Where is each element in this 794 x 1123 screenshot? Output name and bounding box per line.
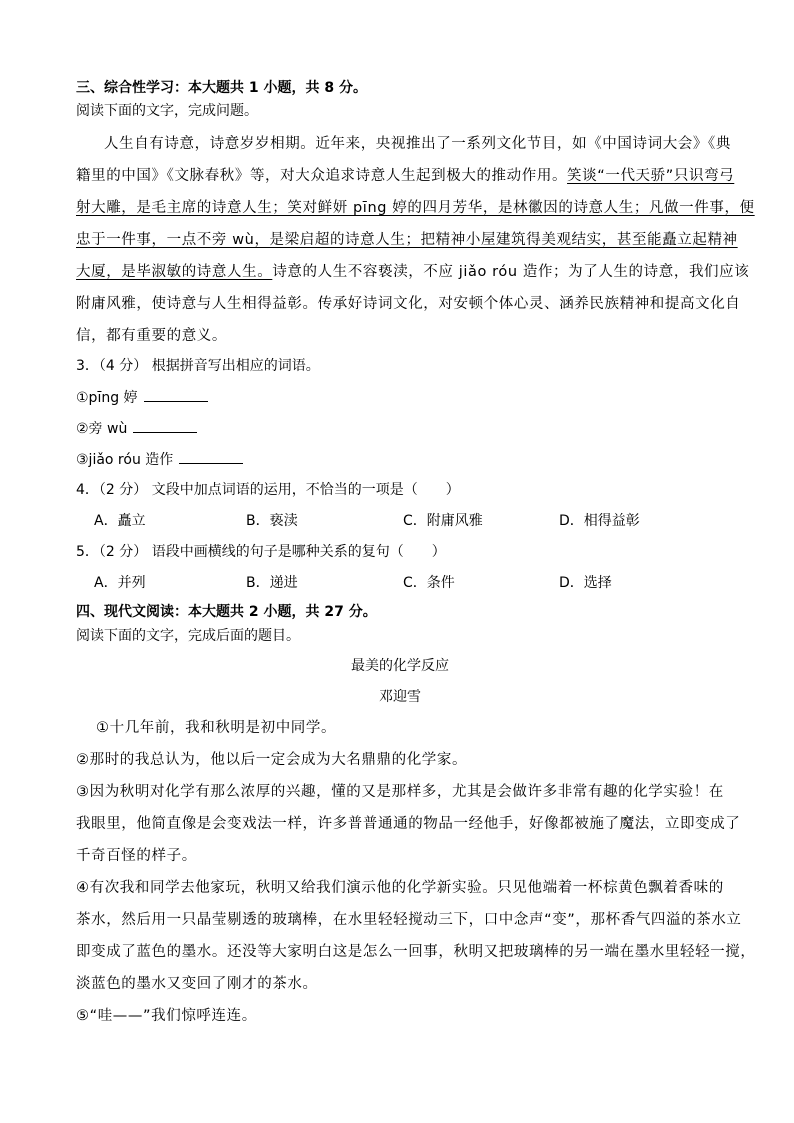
article-title: 最美的化学反应 xyxy=(351,658,449,674)
q4-option-d[interactable]: D．相得益彰 xyxy=(559,513,640,529)
article-paragraph-4-line-1: ④有次我和同学去他家玩，秋明又给我们演示他的化学新实验。只见他端着一杯棕黄色飘着香味的 xyxy=(76,880,724,896)
answer-blank-1[interactable] xyxy=(144,387,208,402)
article-paragraph-4-line-3: 即变成了蓝色的墨水。还没等大家明白这是怎么一回事，秋明又把玻璃棒的另一端在墨水里轻轻一搅， xyxy=(76,944,756,960)
article-paragraph-4-line-4: 淡蓝色的墨水又变回了刚才的茶水。 xyxy=(76,976,318,992)
q3-item-2-label: ②旁 wù xyxy=(76,421,128,437)
article-paragraph-1: ①十几年前，我和秋明是初中同学。 xyxy=(96,720,337,736)
section4-intro: 阅读下面的文字，完成后面的题目。 xyxy=(76,628,300,644)
passage-line-6: 附庸风雅，使诗意与人生相得益彰。传承好诗词文化，对安顿个体心灵、涵养民族精神和提高文化自 xyxy=(76,296,741,312)
article-author: 邓迎雪 xyxy=(379,689,421,705)
passage-line-7: 信，都有重要的意义。 xyxy=(76,328,227,344)
q3-item-1 xyxy=(76,387,208,408)
underlined-sentence-start: 笑谈“一代天骄”只识弯弓 xyxy=(567,168,735,184)
answer-blank-2[interactable] xyxy=(133,418,197,433)
q3-item-3 xyxy=(76,449,243,470)
q4-option-b[interactable]: B．亵渎 xyxy=(246,513,298,529)
q5-stem: 5．（2 分） 语段中画横线的句子是哪种关系的复句（ ） xyxy=(76,544,446,560)
section3-title: 三、综合性学习：本大题共 1 小题，共 8 分。 xyxy=(76,80,367,96)
article-paragraph-3-line-3: 千奇百怪的样子。 xyxy=(76,848,197,864)
passage-line-5-text: 诗意的人生不容亵渎，不应 jiǎo róu 造作；为了人生的诗意，我们应该 xyxy=(272,264,750,280)
q5-option-a[interactable]: A．并列 xyxy=(94,575,146,591)
passage-line-2-text: 籍里的中国》《文脉春秋》等，对大众追求诗意人生起到极大的推动作用。 xyxy=(76,168,568,184)
section3-intro: 阅读下面的文字，完成问题。 xyxy=(76,103,258,119)
passage-line-4-underlined: 忠于一件事，一点不旁 wù，是梁启超的诗意人生；把精神小屋建筑得美观结实，甚至能矗立起精神 xyxy=(76,232,738,248)
q5-option-d[interactable]: D．选择 xyxy=(559,575,612,591)
article-paragraph-3-line-2: 我眼里，他简直像是会变戏法一样，许多普普通通的物品一经他手，好像都被施了魔法，立即变成了 xyxy=(76,816,741,832)
q5-option-b[interactable]: B．递进 xyxy=(246,575,298,591)
q3-item-3-label: ③jiǎo róu 造作 xyxy=(76,452,174,468)
passage-line-1: 人生自有诗意，诗意岁岁相期。近年来，央视推出了一系列文化节目，如《中国诗词大会》《典 xyxy=(104,136,731,152)
q4-option-c[interactable]: C．附庸风雅 xyxy=(403,513,483,529)
q3-item-1-label: ①pīng 婷 xyxy=(76,390,138,406)
q3-item-2 xyxy=(76,418,197,439)
article-paragraph-3-line-1: ③因为秋明对化学有那么浓厚的兴趣，懂的又是那样多，尤其是会做许多非常有趣的化学实验！在 xyxy=(76,784,724,800)
article-paragraph-5: ⑤“哇——”我们惊呼连连。 xyxy=(76,1008,257,1024)
q4-stem: 4．（2 分） 文段中加点词语的运用，不恰当的一项是（ ） xyxy=(76,482,460,498)
article-paragraph-4-line-2: 茶水，然后用一只晶莹剔透的玻璃棒，在水里轻轻搅动三下，口中念声“变”，那杯香气四溢的茶水立 xyxy=(76,912,742,928)
q5-option-c[interactable]: C．条件 xyxy=(403,575,455,591)
section4-title: 四、现代文阅读：本大题共 2 小题，共 27 分。 xyxy=(76,604,377,620)
q4-option-a[interactable]: A．矗立 xyxy=(94,513,146,529)
answer-blank-3[interactable] xyxy=(179,449,243,464)
q3-stem: 3．（4 分） 根据拼音写出相应的词语。 xyxy=(76,358,320,374)
passage-line-3-underlined: 射大雕，是毛主席的诗意人生；笑对鲜妍 pīng 婷的四月芳华，是林徽因的诗意人生；凡做一件事，便 xyxy=(76,200,755,216)
passage-line-5 xyxy=(76,262,749,282)
article-paragraph-2: ②那时的我总认为，他以后一定会成为大名鼎鼎的化学家。 xyxy=(76,752,468,768)
passage-line-2 xyxy=(76,166,734,186)
underlined-sentence-end: 大厦，是毕淑敏的诗意人生。 xyxy=(76,264,273,280)
